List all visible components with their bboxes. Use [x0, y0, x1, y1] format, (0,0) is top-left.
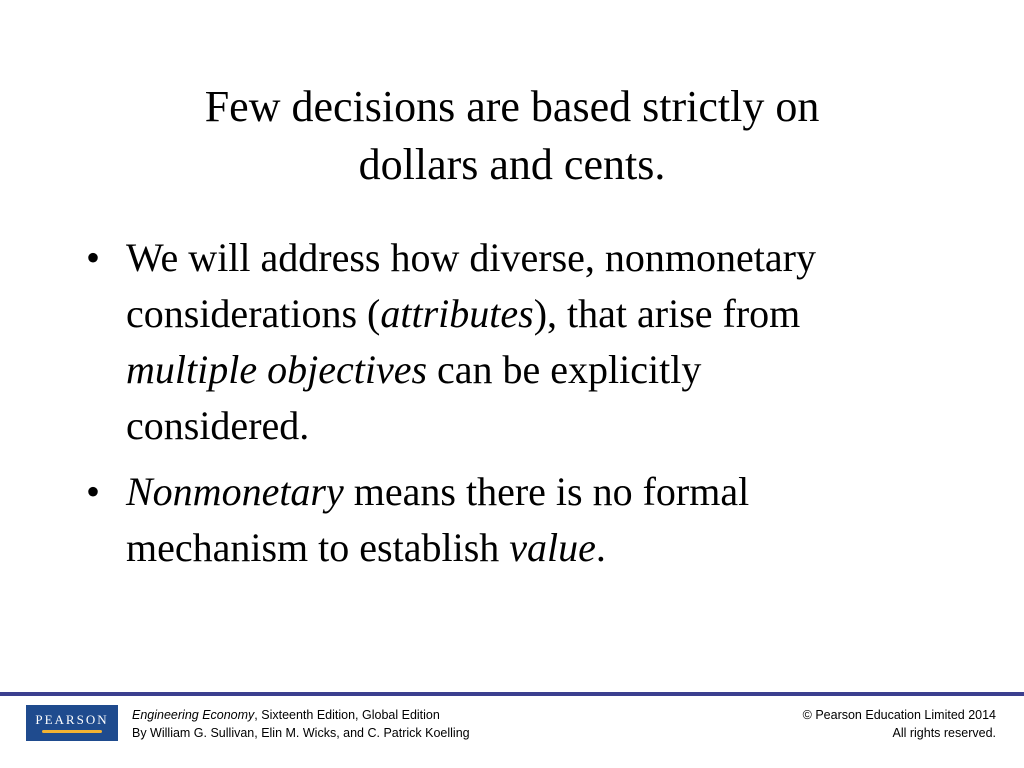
- footer-authors: By William G. Sullivan, Elin M. Wicks, and C. Patrick Koelling: [132, 726, 470, 740]
- text-run: ), that arise from: [533, 291, 801, 336]
- slide-title: [0, 78, 1024, 194]
- emphasis-multiple-objectives: multiple objectives: [126, 347, 428, 392]
- text-run: can be explicitly: [427, 347, 702, 392]
- text-run: .: [595, 525, 606, 570]
- footer-divider: [0, 692, 1024, 696]
- footer-rights-line: All rights reserved.: [892, 726, 996, 740]
- bullet-item-2: [86, 464, 956, 576]
- emphasis-attributes: attributes: [380, 291, 534, 336]
- bullet-2-line-2: [126, 520, 956, 576]
- bullet-item-1: [86, 230, 956, 454]
- footer-citation: [132, 706, 470, 742]
- bullet-1-line-3: [126, 342, 956, 398]
- footer-copyright-line: © Pearson Education Limited 2014: [802, 708, 996, 722]
- bullet-1-line-1: We will address how diverse, nonmonetary: [126, 235, 816, 280]
- footer-edition: , Sixteenth Edition, Global Edition: [254, 708, 440, 722]
- bullet-list: [86, 230, 956, 586]
- bullet-1-line-2: [126, 286, 956, 342]
- bullet-2-line-1: [126, 464, 956, 520]
- emphasis-nonmonetary: Nonmonetary: [126, 469, 344, 514]
- logo-swoosh-icon: [42, 730, 102, 733]
- bullet-1-line-4: considered.: [126, 403, 310, 448]
- pearson-logo: [26, 705, 118, 741]
- slide-title-line-1: Few decisions are based strictly on: [204, 82, 820, 131]
- text-run: means there is no formal: [343, 469, 750, 514]
- footer-book-title: Engineering Economy: [132, 708, 255, 722]
- text-run: considerations (: [126, 291, 381, 336]
- emphasis-value: value: [509, 525, 596, 570]
- footer-copyright: [803, 706, 996, 742]
- logo-text: PEARSON: [35, 712, 109, 727]
- footer-book-line: [132, 706, 470, 724]
- text-run: mechanism to establish: [126, 525, 510, 570]
- bullet-marker: •: [86, 469, 101, 514]
- slide-title-line-2: dollars and cents.: [358, 140, 666, 189]
- bullet-marker: •: [86, 235, 101, 280]
